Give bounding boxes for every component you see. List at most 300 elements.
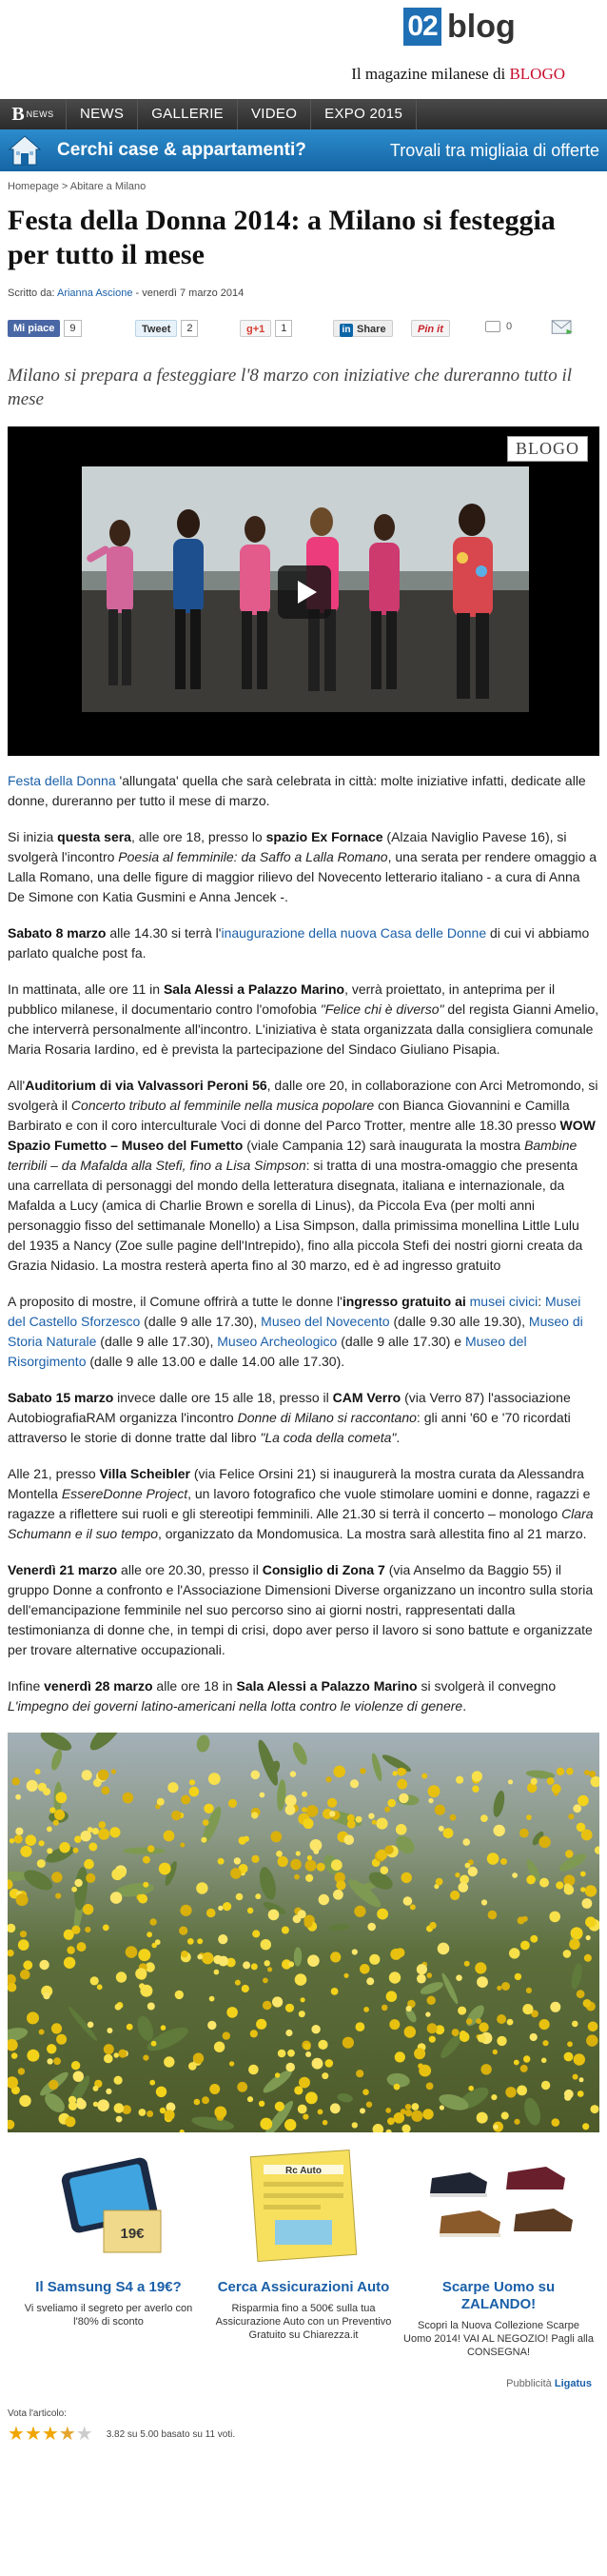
blossom (520, 2065, 528, 2072)
blossom (354, 1906, 365, 1917)
blossom (83, 1904, 93, 1914)
phone-icon (37, 2144, 180, 2266)
blossom (439, 1826, 444, 1832)
blossom (27, 2011, 39, 2024)
video-player[interactable] (8, 426, 599, 756)
blossom (27, 2050, 39, 2062)
tweet-button[interactable] (135, 320, 198, 337)
star-icon[interactable]: ★ (41, 2424, 59, 2445)
blossom (268, 1910, 280, 1921)
blossom (294, 1874, 300, 1880)
breadcrumb-separator: > (58, 181, 70, 192)
blossom (526, 1988, 532, 1993)
text-span: , verrà proiettato, in anteprima per il pubblico milanese, il documentario contro l'omofobia (8, 981, 556, 1017)
blossom (180, 1905, 191, 1916)
blossom (386, 2130, 392, 2132)
ad-assicurazioni[interactable] (208, 2144, 399, 2342)
blossom (369, 1954, 380, 1965)
blossom (126, 1946, 138, 1958)
site-logo[interactable] (403, 8, 516, 46)
blossom (542, 2040, 548, 2046)
blossom (197, 1954, 203, 1960)
mimosa-photo (8, 1733, 599, 2132)
leaf (328, 1923, 350, 1932)
blossom (304, 2043, 310, 2050)
blossom (116, 1972, 127, 1982)
blossom (256, 2019, 266, 2030)
blossom (218, 1934, 227, 1944)
blossom (493, 2050, 498, 2054)
blossom (109, 1827, 120, 1837)
blossom (580, 1887, 585, 1892)
breadcrumb-home[interactable]: Homepage (8, 181, 59, 192)
blossom (363, 2007, 369, 2012)
blossom (406, 2006, 412, 2011)
text-span: . (462, 1698, 467, 1714)
blossom (236, 1893, 244, 1901)
blossom (230, 1868, 242, 1879)
blossom (452, 2029, 460, 2036)
blossom (179, 1927, 187, 1935)
blossom (459, 1882, 469, 1892)
paragraph (8, 827, 599, 907)
blossom (436, 1878, 443, 1886)
tweet-count: 2 (181, 320, 198, 337)
blossom (481, 1899, 487, 1905)
blossom (421, 1773, 427, 1779)
text-span: (dalle 9 alle 17.30) e (337, 1334, 465, 1349)
text-span: 'allungata' quella che sarà celebrata in città: molte iniziative infatti, dedicate alle donne, dureranno per tutto il mese di marzo. (8, 773, 586, 808)
italic-text: "La coda della cometa" (260, 1430, 397, 1445)
google-plus-count: 1 (275, 320, 292, 337)
star-icon[interactable]: ★ (75, 2424, 93, 2445)
ads-footer[interactable] (506, 2378, 592, 2389)
blossom (151, 1943, 157, 1949)
blossom (35, 1769, 41, 1774)
blossom (242, 1985, 249, 1992)
blossom (356, 1816, 362, 1823)
blossom (88, 1827, 93, 1833)
blossom (414, 2048, 425, 2059)
bold-text: WOW Spazio Fumetto – Museo del Fumetto (8, 1118, 596, 1153)
blossom (478, 2034, 486, 2043)
blossom (312, 2058, 323, 2070)
bold-text: Sala Alessi a Palazzo Marino (163, 981, 345, 997)
ad-samsung-price-tag: 19€ (120, 2226, 145, 2242)
blossom (456, 1776, 463, 1784)
blossom (55, 1893, 61, 1899)
star-icon[interactable]: ★ (58, 2424, 76, 2445)
blossom (319, 1894, 329, 1905)
blossom (247, 1908, 253, 1913)
bold-text: Sabato 15 marzo (8, 1390, 114, 1405)
blossom (578, 1795, 589, 1807)
tagline-brand[interactable]: BLOGO (509, 65, 565, 83)
blossom (229, 2061, 234, 2066)
blossom (417, 1964, 427, 1974)
blossom (59, 1842, 69, 1853)
text-span: Infine (8, 1678, 45, 1694)
blossom (71, 2061, 80, 2070)
facebook-like-label: Mi piace (8, 320, 60, 337)
blossom (218, 1906, 223, 1911)
blossom (244, 1836, 249, 1842)
blossom (580, 1872, 586, 1877)
blossom (404, 2026, 416, 2037)
blossom (189, 1787, 200, 1797)
blossom (209, 1996, 215, 2002)
blossom (382, 2005, 388, 2011)
ad-insurance-label: Rc Auto (285, 2166, 322, 2176)
bold-text: CAM Verro (332, 1390, 401, 1405)
blossom (214, 2107, 226, 2119)
blossom (428, 1798, 433, 1803)
blossom (384, 1846, 393, 1854)
main-nav (0, 99, 607, 129)
text-span: : gli anni '60 e '70 ricordati attraverso le storie di donne tratte dal libro (8, 1410, 571, 1445)
blossom (147, 2110, 153, 2117)
email-icon[interactable] (550, 319, 575, 336)
bold-text: Consiglio di Zona 7 (262, 1562, 385, 1577)
blossom (299, 2077, 310, 2089)
museo-archeologico-link[interactable]: Museo Archeologico (217, 1334, 338, 1349)
blossom (336, 1880, 345, 1890)
blossom (397, 1768, 405, 1776)
blossom (127, 2024, 133, 2031)
blossom (367, 1923, 376, 1932)
blossom (435, 1805, 445, 1815)
blossom (403, 1896, 413, 1906)
blossom (405, 2104, 411, 2110)
blossom (208, 1773, 221, 1785)
paragraph (8, 1560, 599, 1660)
article-lead: Milano si prepara a festeggiare l'8 marzo con iniziative che dureranno tutto il mese (8, 366, 573, 409)
leaf (337, 2092, 354, 2104)
blossom (276, 1851, 283, 1857)
blossom (509, 1948, 519, 1958)
blossom (304, 1919, 313, 1928)
blossom (123, 1793, 134, 1804)
blossom (568, 1813, 574, 1819)
blossom (455, 1873, 460, 1877)
bold-text: Villa Scheibler (99, 1466, 190, 1481)
leaf (134, 2014, 156, 2043)
facebook-like-button[interactable] (8, 320, 82, 337)
blossom (497, 2014, 506, 2024)
blossom (69, 2096, 76, 2104)
blossom (389, 2019, 400, 2030)
mimosa-illustration (8, 1733, 599, 2132)
blossom (218, 1956, 228, 1967)
bold-text: Venerdì 21 marzo (8, 1562, 118, 1577)
blossom (164, 1831, 175, 1842)
nav-brand-letter: B (11, 103, 25, 125)
blossom (475, 1962, 486, 1973)
blossom (325, 1776, 331, 1782)
blossom (111, 1769, 116, 1773)
text-span: (dalle 9 alle 17.30), (96, 1334, 218, 1349)
museo-risorgimento-link[interactable]: Museo del Risorgimento (8, 1334, 527, 1369)
ad-samsung[interactable] (13, 2144, 204, 2328)
comments-count[interactable] (485, 321, 512, 332)
blossom (477, 2112, 488, 2124)
blossom (356, 2070, 363, 2077)
pinterest-pin-button[interactable] (411, 320, 450, 337)
blossom (295, 1973, 307, 1986)
blossom (39, 1960, 49, 1970)
blossom (251, 1812, 258, 1818)
blossom (10, 1838, 14, 1843)
star-icon[interactable]: ★ (8, 2424, 25, 2445)
blossom (579, 2077, 584, 2082)
casa-delle-donne-link[interactable]: inaugurazione della nuova Casa delle Donne (221, 925, 487, 941)
blossom (159, 1863, 171, 1875)
blossom (472, 1771, 482, 1781)
blossom (303, 2114, 308, 2120)
blossom (418, 2063, 423, 2069)
ad-zalando[interactable] (403, 2144, 594, 2359)
blossom (422, 2109, 433, 2119)
blossom (377, 1909, 388, 1920)
blossom (99, 1821, 107, 1829)
linkedin-share-button[interactable] (333, 320, 393, 337)
ad-zalando-title: Scarpe Uomo su ZALANDO! (441, 2279, 556, 2312)
musei-civici-link[interactable]: musei civici (469, 1294, 538, 1309)
text-span: (via Felice Orsini 21) si inaugurerà la mostra curata da Alessandra Montella (8, 1466, 584, 1501)
blossom (307, 1954, 320, 1967)
blossom (372, 1820, 377, 1825)
blossom (396, 1948, 405, 1957)
blossom (93, 2102, 98, 2107)
blossom (138, 1894, 147, 1904)
italic-text: Concerto tributo al femminile nella musica popolare (70, 1098, 375, 1113)
blossom (47, 2044, 56, 2053)
blossom (243, 1961, 250, 1969)
nav-item-video[interactable]: VIDEO (238, 99, 311, 129)
blossom (47, 2058, 52, 2064)
leaf (491, 1790, 506, 1818)
text-span: All' (8, 1078, 26, 1093)
blossom (412, 2103, 420, 2110)
text-span: , organizzato da Mondomusica. La mostra sarà allestita fino al 21 marzo. (157, 1526, 587, 1541)
text-span: , un lavoro fotografico che vuole stimolare uomini e donne, ragazzi e ragazze a riflettere sui ruoli e gli stereotipi femminili. Alle 21.30 si terrà il concerto – monologo (8, 1486, 591, 1521)
blossom (376, 1818, 387, 1830)
paragraph (8, 1292, 599, 1372)
text-span: alle ore 20.30, presso il (117, 1562, 263, 1577)
blossom (450, 1814, 457, 1821)
rating-stars[interactable] (8, 2425, 599, 2444)
blossom (19, 2095, 30, 2107)
blossom (143, 1882, 148, 1888)
blossom (115, 2004, 122, 2011)
linkedin-share-label: Share (357, 324, 386, 335)
blossom (165, 2110, 175, 2120)
text-span: (dalle 9.30 alle 19.30), (389, 1314, 529, 1329)
blossom (330, 2103, 341, 2113)
blossom (38, 1783, 47, 1792)
blossom (226, 2007, 238, 2018)
blossom (566, 1768, 574, 1775)
blossom (261, 1939, 271, 1950)
real-estate-banner[interactable] (0, 129, 607, 171)
blossom (582, 2123, 589, 2130)
logo-number: 02 (403, 8, 441, 46)
blossom (317, 1863, 325, 1872)
museo-novecento-link[interactable]: Museo del Novecento (261, 1314, 390, 1329)
blossom (197, 1938, 203, 1944)
rating-widget (8, 2408, 599, 2457)
blossom (56, 1792, 68, 1803)
blossom (589, 1771, 596, 1777)
blossom (394, 2084, 401, 2091)
blossom (260, 2118, 272, 2130)
blossom (16, 1893, 29, 1906)
leaf (195, 1734, 210, 1753)
blossom (203, 1819, 209, 1826)
bold-text: venerdì 28 marzo (44, 1678, 153, 1694)
blossom (18, 1939, 29, 1951)
blossom (39, 1840, 45, 1846)
blossom (285, 1794, 297, 1806)
byline (8, 287, 599, 299)
ads-footer-prefix: Pubblicità (506, 2378, 555, 2389)
blossom (465, 1863, 471, 1869)
bold-text: spazio Ex Fornace (265, 829, 383, 844)
pinterest-label: Pin it (411, 320, 450, 337)
blossom (251, 1855, 259, 1863)
blossom (329, 1811, 335, 1816)
nav-item-news[interactable]: NEWS (67, 99, 138, 129)
blossom (263, 2001, 272, 2011)
bold-text: Auditorium di via Valvassori Peroni 56 (25, 1078, 267, 1093)
blossom (234, 1857, 241, 1864)
leaf (190, 2114, 235, 2132)
blossom (522, 2004, 533, 2014)
byline-prefix: Scritto da: (8, 287, 57, 299)
blossom (181, 1951, 187, 1957)
blossom (591, 2105, 599, 2113)
blossom (440, 2105, 444, 2110)
blossom (117, 1868, 127, 1877)
blossom (201, 1837, 206, 1843)
blossom (104, 2054, 113, 2064)
blossom (333, 1766, 345, 1778)
blossom (180, 2130, 185, 2132)
blossom (399, 1793, 408, 1803)
blossom (143, 1856, 150, 1864)
blossom (427, 1996, 436, 2005)
blossom (157, 1798, 165, 1806)
festa-della-donna-link[interactable]: Festa della Donna (8, 773, 116, 788)
nav-item-expo-2015[interactable]: EXPO 2015 (311, 99, 417, 129)
blossom (272, 1996, 283, 2007)
blossom (362, 2089, 369, 2095)
blossom (285, 2004, 294, 2012)
blossom (107, 2028, 112, 2033)
blossom (538, 1836, 550, 1848)
facebook-like-count: 9 (64, 320, 81, 337)
blossom (138, 1949, 150, 1961)
blossom (26, 1834, 37, 1846)
nav-item-gallerie[interactable]: GALLERIE (138, 99, 238, 129)
ligatus-logo: Ligatus (554, 2378, 592, 2389)
blossom (71, 1887, 77, 1892)
byline-date: - venerdì 7 marzo 2014 (132, 287, 245, 299)
blossom (278, 1856, 288, 1867)
blossom (480, 1814, 488, 1822)
blossom (85, 1927, 90, 1932)
blossom (237, 2082, 247, 2092)
leaf (570, 1962, 584, 1990)
shoes-icon (413, 2144, 584, 2266)
breadcrumb-current[interactable]: Abitare a Milano (69, 181, 147, 192)
linkedin-icon: in (340, 324, 353, 337)
blossom (501, 1982, 510, 1991)
blossom (267, 1967, 272, 1972)
ad-zalando-desc: Scopri la Nuova Collezione Scarpe Uomo 2014! VAI AL NEGOZIO! Pagli alla CONSEGNA! (403, 2320, 594, 2358)
blossom (305, 1874, 313, 1882)
author-link[interactable]: Arianna Ascione (56, 287, 133, 299)
castello-sforzesco-link[interactable]: Musei del Castello Sforzesco (8, 1294, 581, 1329)
blossom (102, 1786, 110, 1794)
blossom (88, 1843, 97, 1852)
text-span: , dalle ore 20, in collaborazione con Arci Metromondo, si svolgerà il (8, 1078, 598, 1113)
italic-text: Bambine terribili – da Mafalda alla Stefi, fino a Lisa Simpson (8, 1138, 578, 1173)
blossom (139, 1983, 145, 1989)
blossom (54, 1810, 65, 1820)
video-watermark: BLOGO (507, 436, 588, 462)
nav-brand-logo[interactable] (0, 99, 67, 129)
blossom (51, 2023, 62, 2033)
blossom (301, 1997, 305, 2002)
blossom (397, 1779, 407, 1790)
blossom (189, 1779, 195, 1785)
italic-text: Poesia al femminile: da Saffo a Lalla Romano (118, 849, 388, 864)
blossom (514, 2119, 519, 2125)
blossom (530, 2033, 538, 2041)
blossom (307, 1855, 312, 1860)
tweet-label: Tweet (135, 320, 177, 337)
blossom (344, 1834, 355, 1845)
blossom (285, 2063, 295, 2072)
blossom (505, 2087, 516, 2097)
blossom (552, 1784, 561, 1793)
star-icon[interactable]: ★ (24, 2424, 42, 2445)
text-span: Si inizia (8, 829, 58, 844)
ad-samsung-desc: Vi sveliamo il segreto per averlo con l'80% di sconto (24, 2303, 193, 2328)
blossom (497, 2036, 506, 2046)
google-plus-button[interactable] (240, 320, 292, 337)
blossom (550, 2002, 560, 2012)
museo-storia-naturale-link[interactable]: Museo di Storia Naturale (8, 1314, 583, 1349)
blossom (401, 2125, 410, 2133)
blossom (425, 2011, 430, 2016)
blossom (523, 2055, 530, 2062)
text-span: (via Verro 87) l'associazione AutobiografiaRAM organizza l'incontro (8, 1390, 571, 1425)
italic-text: EssereDonne Project (61, 1486, 188, 1501)
blossom (104, 2044, 114, 2054)
blossom (298, 1910, 306, 1918)
blossom (251, 1963, 258, 1970)
play-button[interactable] (278, 565, 331, 619)
blossom (330, 1952, 341, 1962)
rating-text: 3.82 su 5.00 basato su 11 voti. (106, 2428, 236, 2440)
blossom (385, 2108, 391, 2113)
blossom (472, 1786, 479, 1793)
blossom (74, 1835, 82, 1843)
blossom (343, 2037, 354, 2049)
text-span: (dalle 9 alle 17.30), (140, 1314, 262, 1329)
